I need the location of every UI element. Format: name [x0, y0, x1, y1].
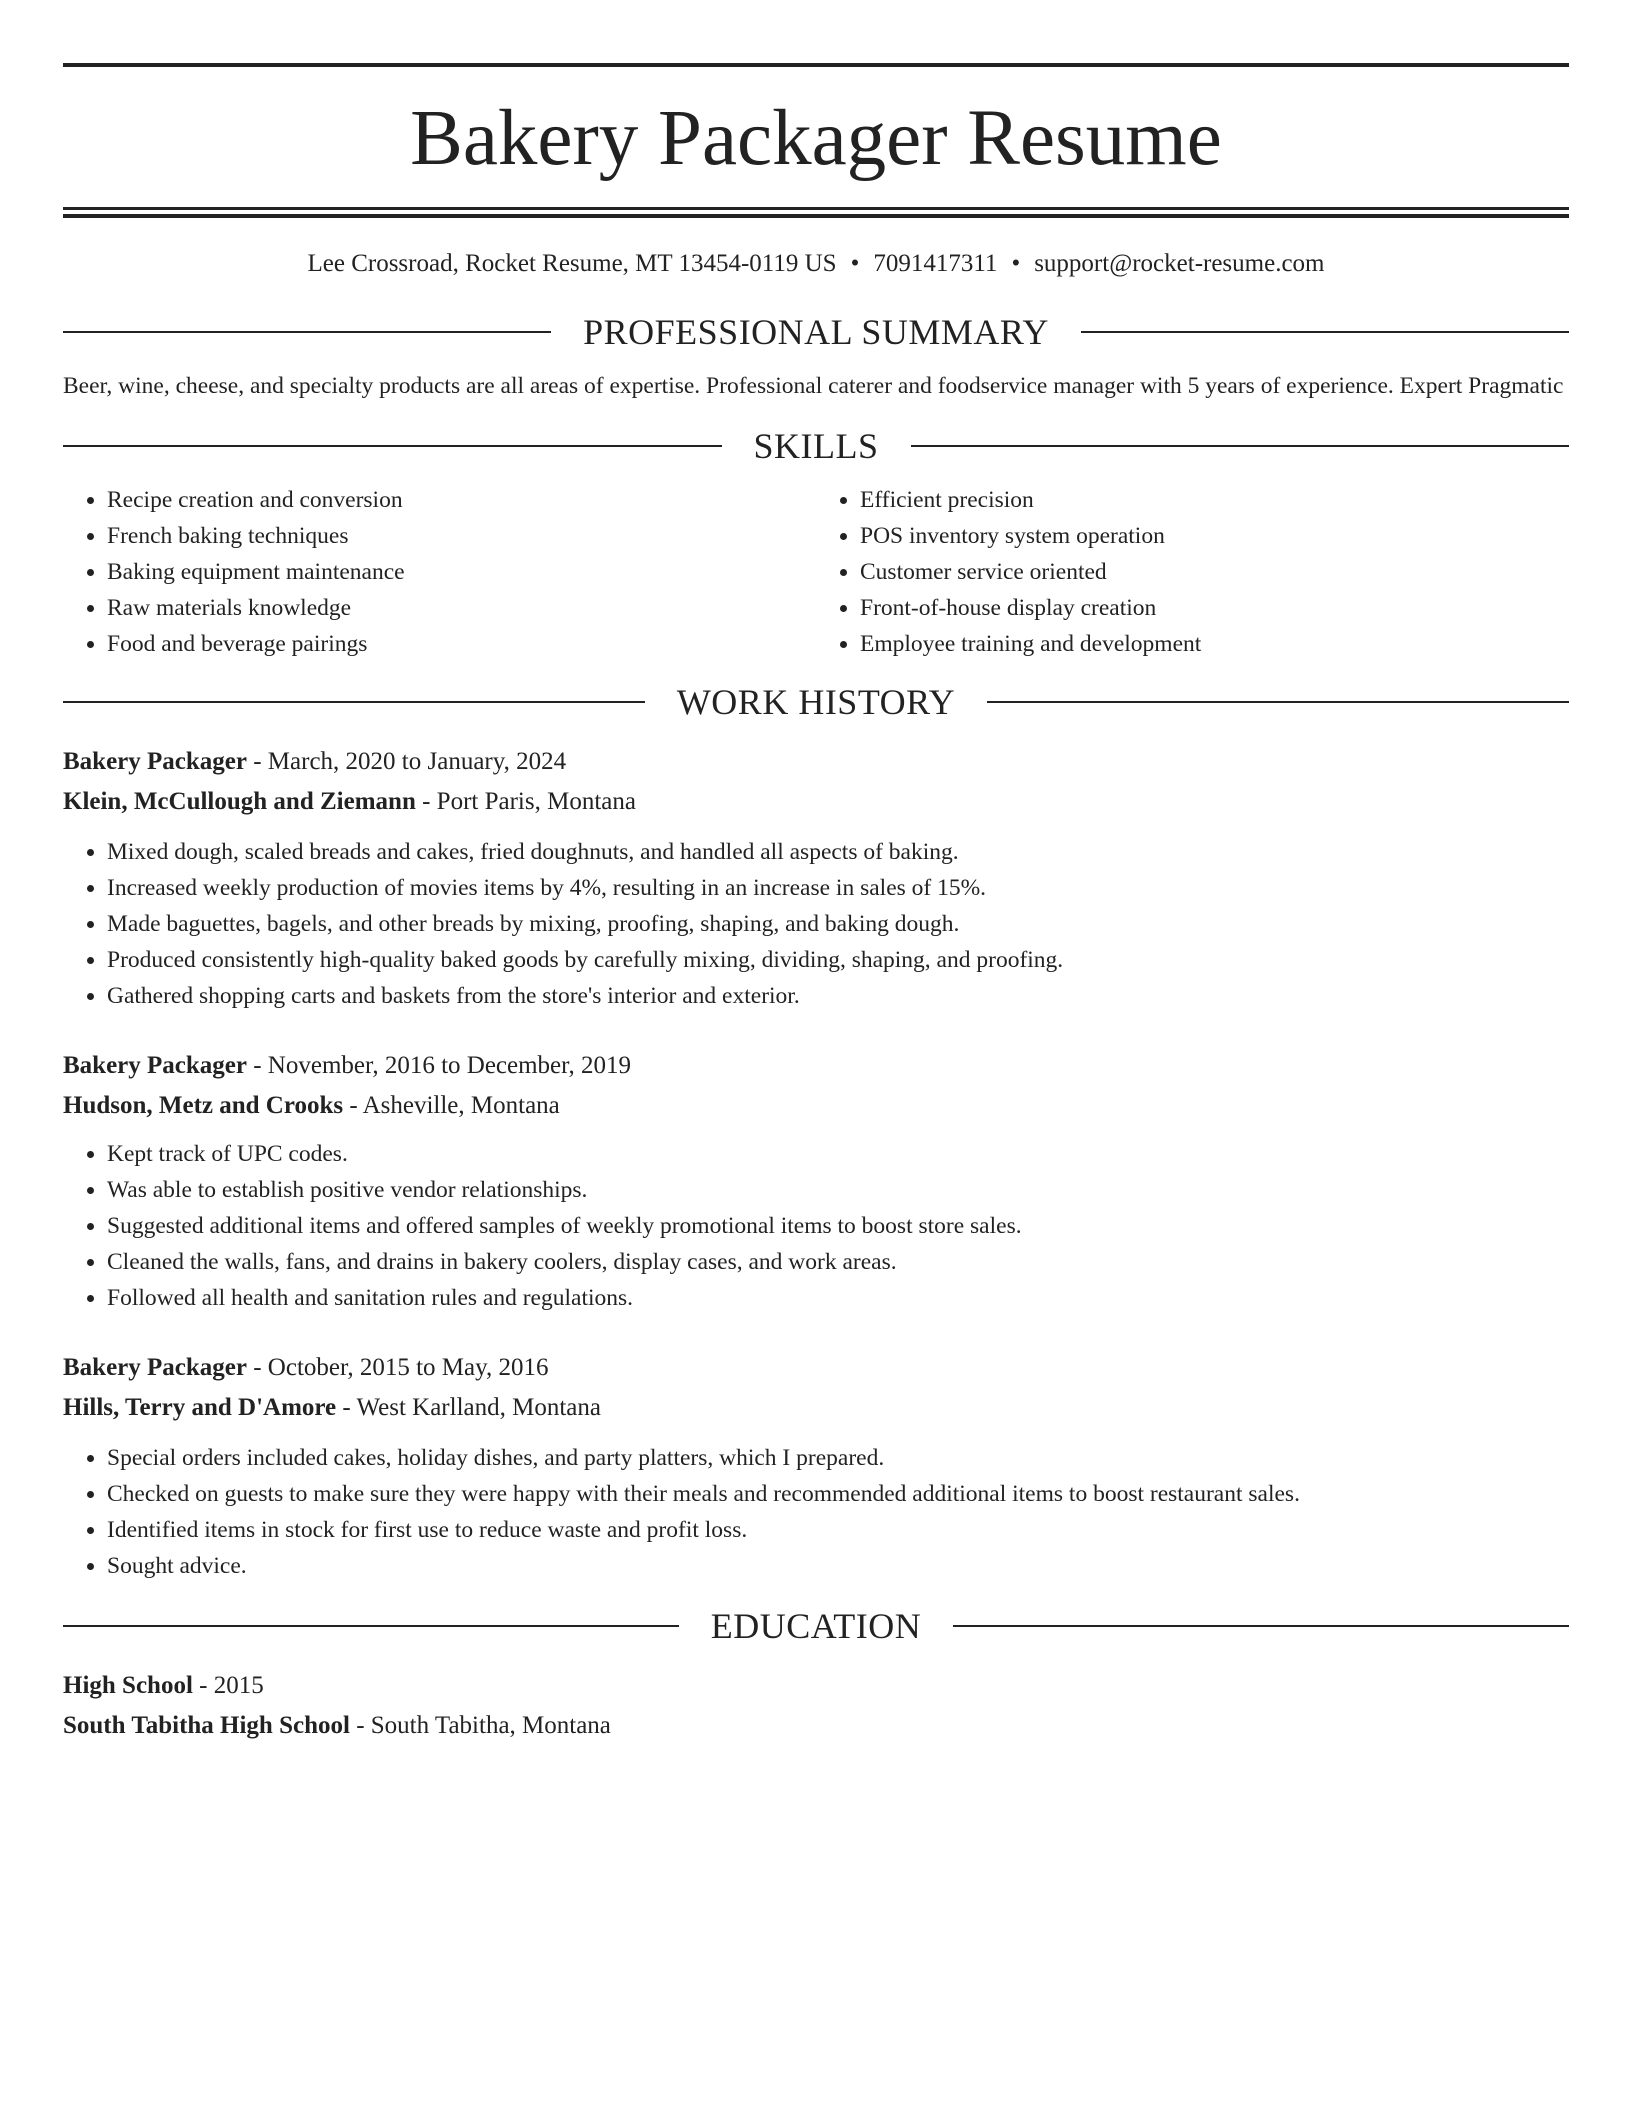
summary-text: Beer, wine, cheese, and specialty products are all areas of expertise. Professional caterer and foodservice manager with 5 years of experience. Expert Pragmatic — [63, 373, 1564, 399]
section-header-education — [63, 1604, 1569, 1648]
section-rule — [987, 701, 1569, 703]
contact-phone: 7091417311 — [873, 250, 998, 277]
education-location: - South Tabitha, Montana — [349, 1712, 611, 1739]
job-bullets — [63, 1440, 1569, 1584]
section-title-work: WORK HISTORY — [676, 682, 956, 722]
section-rule — [911, 445, 1570, 447]
job-company: Klein, McCullough and Ziemann — [63, 788, 416, 815]
job-bullet: • Cleaned the walls, fans, and drains in bakery coolers, display cases, and work areas. — [107, 1244, 1569, 1280]
job-bullet: • Followed all health and sanitation rules and regulations. — [107, 1280, 1569, 1316]
job-location: - Port Paris, Montana — [415, 788, 636, 815]
job-dates: - November, 2016 to December, 2019 — [246, 1052, 631, 1079]
section-rule — [1081, 331, 1569, 333]
education-entry — [63, 1666, 1569, 1746]
job-location: - Asheville, Montana — [343, 1092, 560, 1119]
section-rule — [63, 445, 722, 447]
skill-item: • Baking equipment maintenance — [107, 554, 816, 590]
skills-column-left — [63, 482, 816, 662]
section-header-skills — [63, 424, 1569, 468]
skills-list — [63, 482, 1569, 662]
job-bullet: • Made baguettes, bagels, and other breads by mixing, proofing, shaping, and baking dough. — [107, 906, 1569, 942]
job-bullet: • Sought advice. — [107, 1548, 1569, 1584]
skill-item: • Customer service oriented — [860, 554, 1569, 590]
job-title: Bakery Packager — [63, 1354, 247, 1381]
job-company-line — [63, 1388, 1569, 1428]
skill-item: • Recipe creation and conversion — [107, 482, 816, 518]
job-bullet: • Was able to establish positive vendor relationships. — [107, 1172, 1569, 1208]
job-company: Hills, Terry and D'Amore — [63, 1394, 337, 1421]
job-bullet: • Kept track of UPC codes. — [107, 1136, 1569, 1172]
skill-item: • Raw materials knowledge — [107, 590, 816, 626]
job-dates: - March, 2020 to January, 2024 — [246, 748, 567, 775]
skill-item: • POS inventory system operation — [860, 518, 1569, 554]
job-title-line — [63, 1348, 1569, 1388]
education-school: South Tabitha High School — [63, 1712, 350, 1739]
contact-email: support@rocket-resume.com — [1034, 250, 1325, 277]
education-school-line — [63, 1706, 1569, 1746]
section-rule — [953, 1625, 1569, 1627]
job-dates: - October, 2015 to May, 2016 — [246, 1354, 549, 1381]
job-entry — [63, 1348, 1569, 1584]
section-header-work — [63, 680, 1569, 724]
section-header-summary — [63, 310, 1569, 354]
job-title: Bakery Packager — [63, 1052, 247, 1079]
contact-separator: • — [1011, 250, 1021, 277]
education-degree: High School — [63, 1672, 193, 1699]
skill-item: • Food and beverage pairings — [107, 626, 816, 662]
education-degree-line — [63, 1666, 1569, 1706]
section-title-skills: SKILLS — [753, 426, 879, 466]
job-bullet: • Special orders included cakes, holiday dishes, and party platters, which I prepared. — [107, 1440, 1569, 1476]
skills-column-right — [816, 482, 1569, 662]
section-title-education: EDUCATION — [710, 1606, 922, 1646]
section-rule — [63, 331, 551, 333]
skill-item: • Efficient precision — [860, 482, 1569, 518]
education-year: - 2015 — [192, 1672, 264, 1699]
job-location: - West Karlland, Montana — [336, 1394, 601, 1421]
job-title: Bakery Packager — [63, 748, 247, 775]
job-bullet: • Checked on guests to make sure they were happy with their meals and recommended additional items to boost restaurant sales. — [107, 1476, 1569, 1512]
job-company-line — [63, 1086, 1569, 1126]
job-company-line — [63, 782, 1569, 822]
top-rule — [63, 63, 1569, 67]
contact-line — [63, 246, 1569, 282]
skill-item: • Front-of-house display creation — [860, 590, 1569, 626]
section-title-summary: PROFESSIONAL SUMMARY — [583, 312, 1049, 352]
job-bullet: • Increased weekly production of movies items by 4%, resulting in an increase in sales of 15%. — [107, 870, 1569, 906]
job-bullet: • Produced consistently high-quality baked goods by carefully mixing, dividing, shaping, and proofing. — [107, 942, 1569, 978]
job-title-line — [63, 742, 1569, 782]
section-rule — [63, 1625, 679, 1627]
job-bullet: • Suggested additional items and offered samples of weekly promotional items to boost store sales. — [107, 1208, 1569, 1244]
job-bullets — [63, 1136, 1569, 1316]
contact-address: Lee Crossroad, Rocket Resume, MT 13454-0119 US — [307, 250, 837, 277]
job-bullet: • Gathered shopping carts and baskets from the store's interior and exterior. — [107, 978, 1569, 1014]
job-title-line — [63, 1046, 1569, 1086]
job-entry — [63, 1046, 1569, 1316]
skill-item: • French baking techniques — [107, 518, 816, 554]
section-rule — [63, 701, 645, 703]
page-title: Bakery Packager Resume — [410, 95, 1222, 182]
job-bullets — [63, 834, 1569, 1014]
contact-separator: • — [850, 250, 860, 277]
title-double-rule — [63, 207, 1569, 218]
skill-item: • Employee training and development — [860, 626, 1569, 662]
job-bullet: • Identified items in stock for first use to reduce waste and profit loss. — [107, 1512, 1569, 1548]
job-company: Hudson, Metz and Crooks — [63, 1092, 344, 1119]
job-entry — [63, 742, 1569, 1014]
job-bullet: • Mixed dough, scaled breads and cakes, fried doughnuts, and handled all aspects of baking. — [107, 834, 1569, 870]
